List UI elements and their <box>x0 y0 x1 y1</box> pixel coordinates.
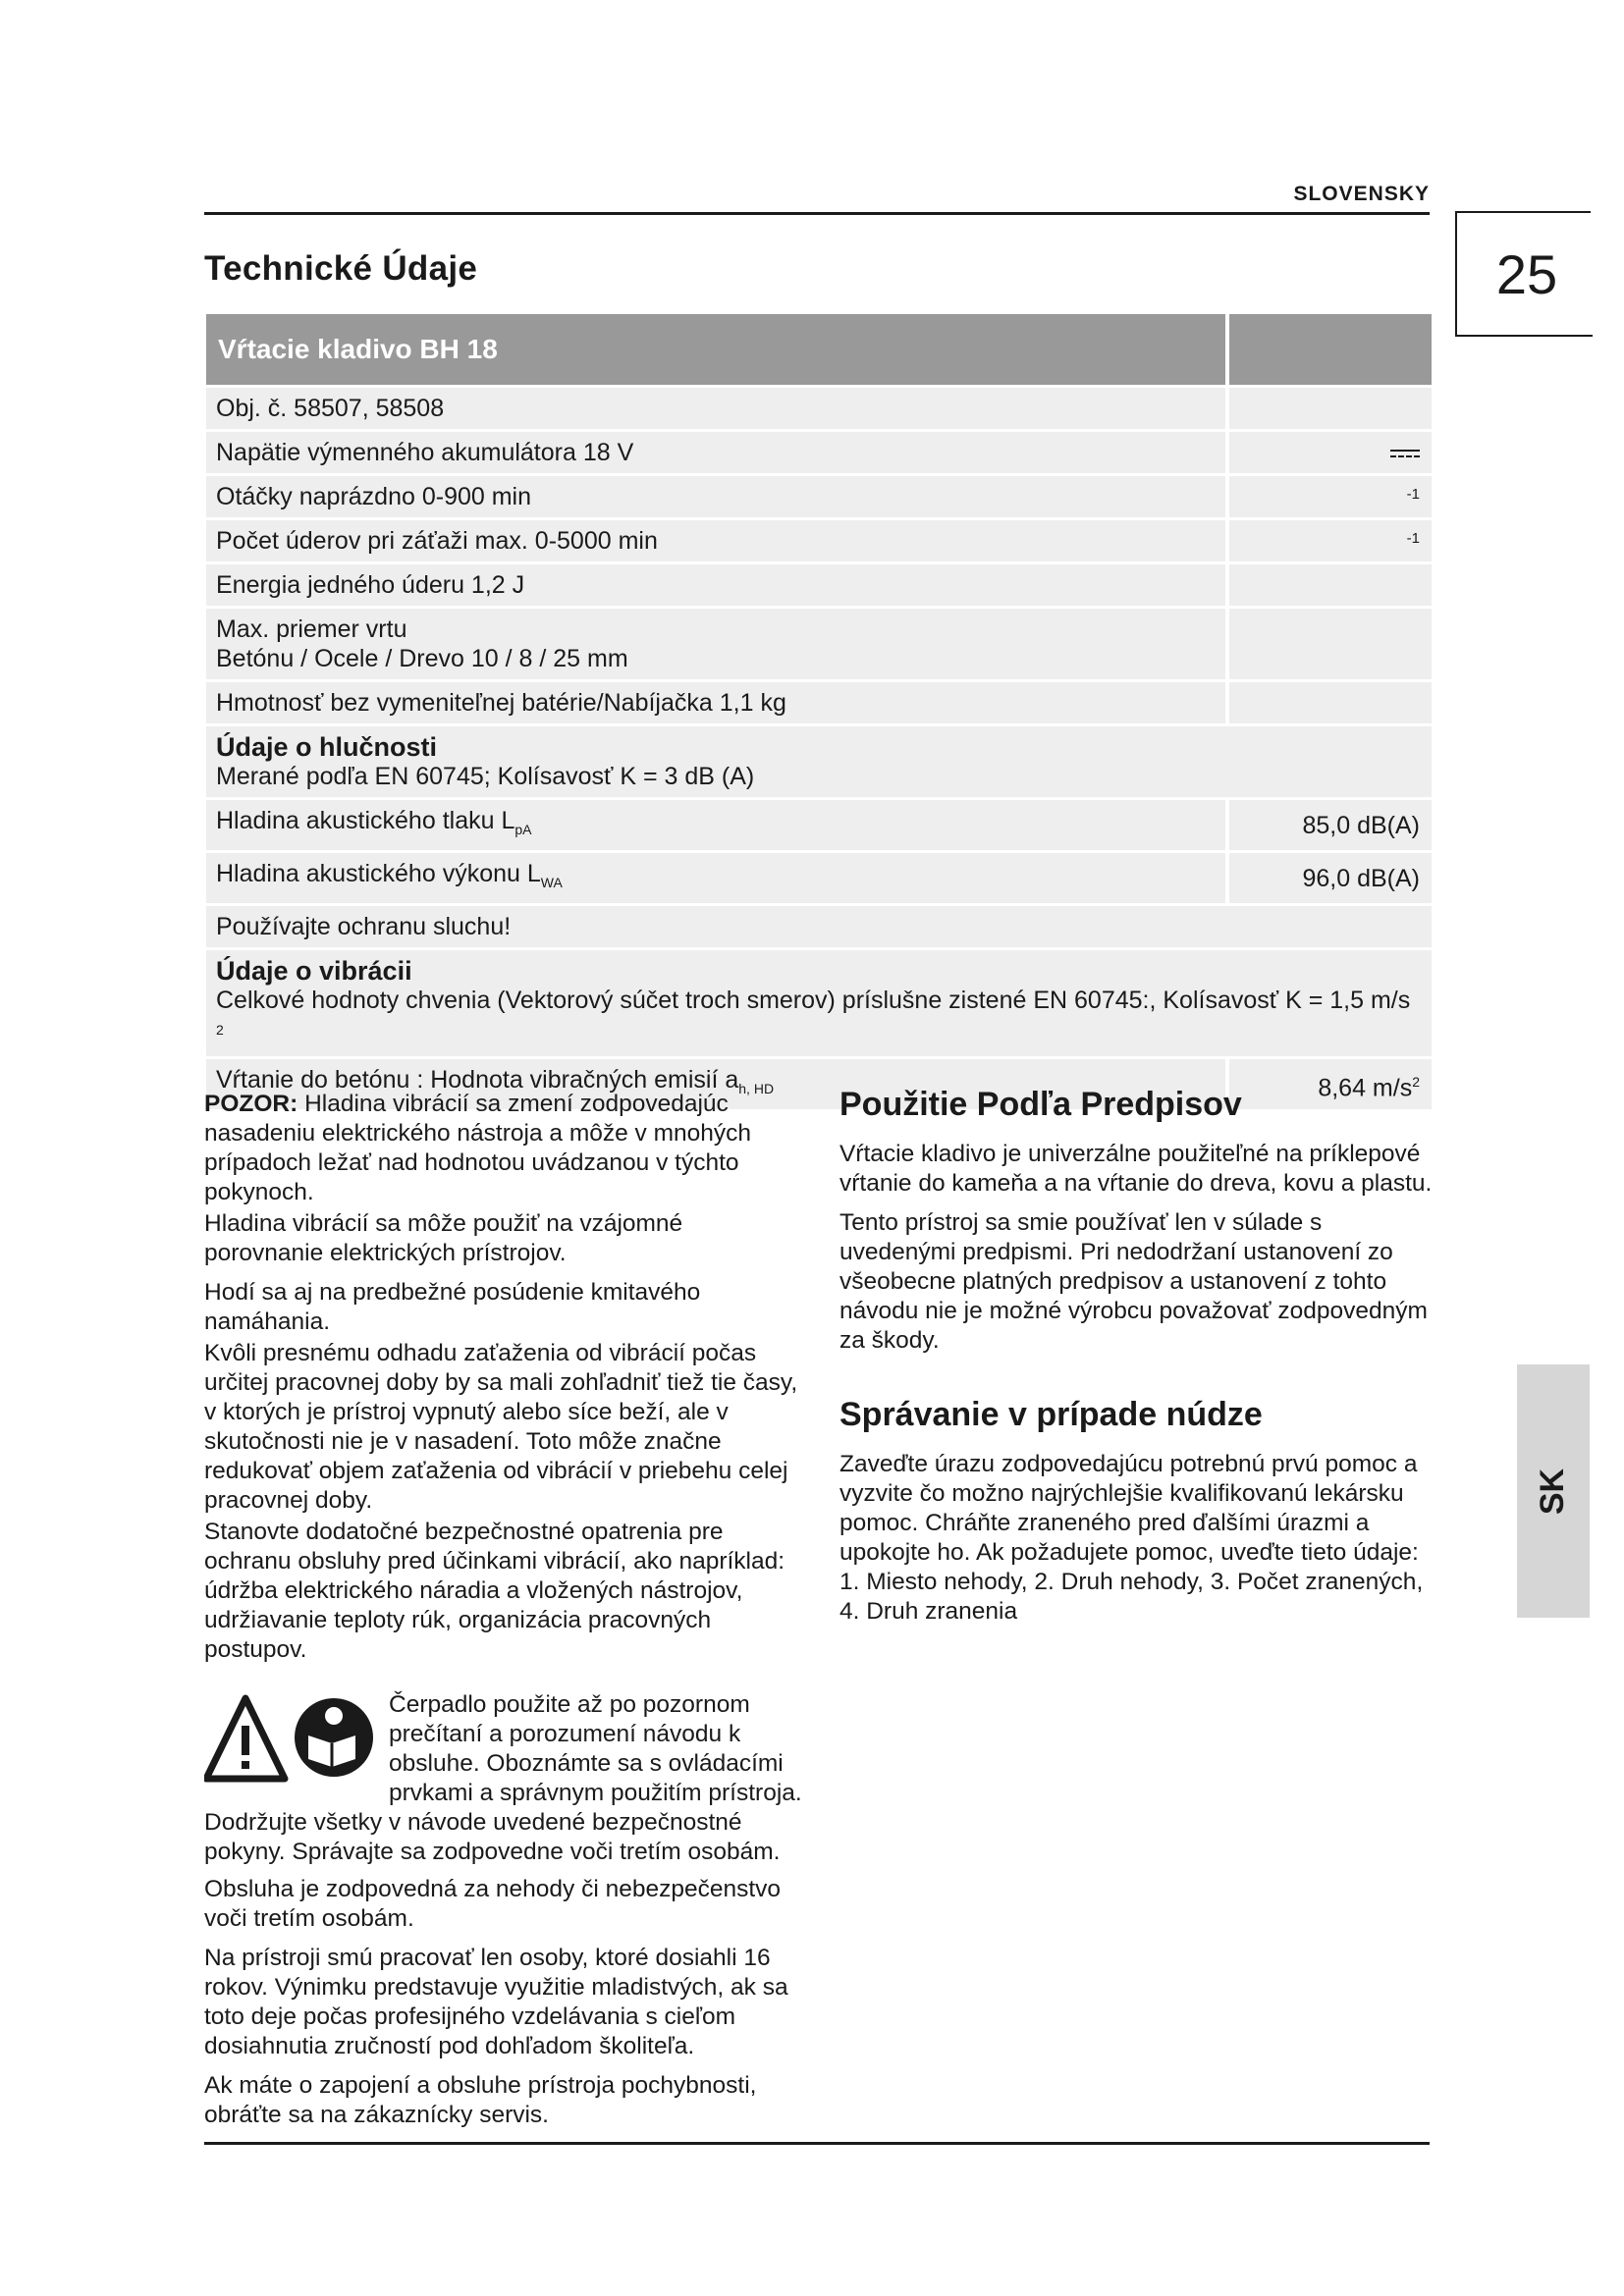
paragraph: Zaveďte úrazu zodpovedajúcu potrebnú prvú pomoc a vyzvite čo možno najrýchlejšie kvalifikovanú lekársku pomoc. Chráňte zraneného pred ďalšími úrazmi a upokojte ho. Ak požadujete pomoc, uveďte tieto údaje: 1. Miesto nehody, 2. Druh nehody, 3. Počet zranených, 4. Druh zranenia <box>839 1451 1424 1625</box>
vibration-heading: Údaje o vibrácii <box>216 956 412 986</box>
spec-voltage: Napätie výmenného akumulátora 18 V <box>206 431 1227 475</box>
warning-triangle-icon <box>206 1698 285 1779</box>
spec-sound-power-sub: WA <box>540 875 563 890</box>
language-side-tab-label-wrap <box>1517 1364 1590 1618</box>
spec-hearing-protection: Používajte ochranu sluchu! <box>206 905 1432 949</box>
spec-vibration-concrete-sub: h, HD <box>738 1081 775 1097</box>
warning-icons <box>204 1692 381 1785</box>
spec-energy: Energia jedného úderu 1,2 J <box>206 563 1227 608</box>
paragraph: Hladina vibrácií sa môže použiť na vzájomné porovnanie elektrických prístrojov. <box>204 1210 683 1266</box>
spec-table-heading-value <box>1227 314 1432 387</box>
paragraph: Obsluha je zodpovedná za nehody či nebezpečenstvo voči tretím osobám. <box>204 1876 782 1932</box>
paragraph: Kvôli presnému odhadu zaťaženia od vibrácií počas určitej pracovnej doby by sa mali zohľadniť tiež tie časy, v ktorých je prístroj vypnutý alebo síce beží, ale v skutočnosti nie je v nasadení. Toto môže značne redukovať objem zaťaženia od vibrácií v priebehu celej pracovnej doby. <box>204 1340 798 1514</box>
spec-vibration-concrete-label: Vŕtanie do betónu : Hodnota vibračných emisií a <box>216 1066 739 1095</box>
page-number: 25 <box>1495 243 1558 305</box>
footer-rule <box>204 2142 1430 2145</box>
header-rule <box>204 212 1430 215</box>
table-row <box>206 799 1432 852</box>
dc-current-icon <box>1390 447 1420 460</box>
vibration-total <box>216 986 1422 1050</box>
read-manual-icon <box>295 1698 373 1777</box>
spec-obj-number: Obj. č. 58507, 58508 <box>206 387 1227 431</box>
spec-rpm-unit: -1 <box>1406 486 1420 503</box>
paragraph: Hodí sa aj na predbežné posúdenie kmitavého namáhania. <box>204 1279 701 1335</box>
spec-impacts-unit: -1 <box>1406 530 1420 547</box>
spec-sound-pressure-value: 85,0 dB(A) <box>1227 799 1432 852</box>
spec-drill-diameter <box>206 608 1227 681</box>
paragraph: Ak máte o zapojení a obsluhe prístroja pochybnosti, obráťte sa na zákaznícky servis. <box>204 2072 757 2128</box>
spec-drill-line2: Betónu / Ocele / Drevo 10 / 8 / 25 mm <box>216 645 628 672</box>
spec-table <box>206 314 1432 1112</box>
pozor-paragraph <box>204 1090 808 1207</box>
noise-heading: Údaje o hlučnosti <box>216 732 438 762</box>
spec-sound-power <box>206 852 1227 905</box>
page-title: Technické Údaje <box>204 249 478 288</box>
paragraph: Tento prístroj sa smie používať len v súlade s uvedenými predpismi. Pri nedodržaní ustanovení zo všeobecne platných predpisov a ustanovení z tohto návodu nie je možné výrobcu považovať zodpovedným za škody. <box>839 1209 1428 1354</box>
pozor-text: Hladina vibrácií sa zmení zodpovedajúc nasadeniu elektrického nástroja a môže v mnohých prípadoch ležať nad hodnotou uvádzanou v týchto pokynoch. <box>204 1091 752 1205</box>
spec-table-heading: Vŕtacie kladivo BH 18 <box>206 314 1227 387</box>
paragraph: Na prístroji smú pracovať len osoby, ktoré dosiahli 16 rokov. Výnimku predstavuje využitie mladistvých, ak sa toto deje počas profesijného vzdelávania s cieľom dosiahnutia zručností pod dohľadom školiteľa. <box>204 1945 788 2059</box>
usage-heading: Použitie Podľa Predpisov <box>839 1086 1242 1123</box>
table-row <box>206 475 1432 519</box>
spec-sound-power-value: 96,0 dB(A) <box>1227 852 1432 905</box>
language-side-tab-label: SK <box>1534 1468 1572 1515</box>
spec-sound-pressure-label: Hladina akustického tlaku L <box>216 807 515 834</box>
spec-sound-pressure-sub: pA <box>514 822 532 837</box>
warning-text: Čerpadlo použite až po pozornom prečítaní a porozumení návodu k obsluhe. Oboznámte sa s ovládacími prvkami a správnym použitím prístroja. Dodržujte všetky v návode uvedené bezpečnostné pokyny. Správajte sa zodpovedne voči tretím osobám. <box>204 1691 802 1865</box>
table-row <box>206 431 1432 475</box>
spec-impacts: Počet úderov pri záťaži max. 0-5000 min <box>206 519 1227 563</box>
table-row <box>206 563 1432 608</box>
table-row <box>206 608 1432 681</box>
noise-measured: Merané podľa EN 60745; Kolísavosť K = 3 dB (A) <box>216 763 755 790</box>
paragraph: Vŕtacie kladivo je univerzálne použiteľné na príklepové vŕtanie do kameňa a na vŕtanie do dreva, kovu a plastu. <box>839 1141 1433 1197</box>
table-row <box>206 725 1432 799</box>
table-row <box>206 949 1432 1058</box>
pozor-label: POZOR: <box>204 1091 298 1117</box>
spec-table-header-row <box>206 314 1432 387</box>
table-row <box>206 852 1432 905</box>
spec-drill-line1: Max. priemer vrtu <box>216 615 407 643</box>
language-label: SLOVENSKY <box>1293 183 1430 205</box>
table-row <box>206 519 1432 563</box>
vibration-section <box>206 949 1432 1058</box>
table-row <box>206 681 1432 725</box>
spec-weight: Hmotnosť bez vymeniteľnej batérie/Nabíjačka 1,1 kg <box>206 681 1227 725</box>
paragraph: Stanovte dodatočné bezpečnostné opatrenia pre ochranu obsluhy pred účinkami vibrácií, ako napríklad: údržba elektrického náradia a vložených nástrojov, udržiavanie teploty rúk, organizácia pracovných postupov. <box>204 1519 785 1663</box>
vibration-total-text: Celkové hodnoty chvenia (Vektorový súčet troch smerov) príslušne zistené EN 60745:, Kolísavosť K = 1,5 m/s <box>216 987 1411 1014</box>
table-row <box>206 905 1432 949</box>
spec-sound-power-label: Hladina akustického výkonu L <box>216 860 541 887</box>
spec-sound-pressure <box>206 799 1227 852</box>
warning-block <box>204 1690 808 1867</box>
vibration-total-sup: 2 <box>216 1022 224 1038</box>
emergency-heading: Správanie v prípade núdze <box>839 1396 1263 1433</box>
spec-vibration-concrete-sup: 2 <box>1412 1073 1420 1090</box>
noise-section <box>206 725 1432 799</box>
table-row <box>206 387 1432 431</box>
right-column <box>839 1085 1438 1636</box>
spec-vibration-concrete-value: 8,64 m/s <box>1318 1073 1413 1101</box>
spec-rpm: Otáčky naprázdno 0-900 min <box>206 475 1227 519</box>
left-column <box>204 1090 808 2140</box>
